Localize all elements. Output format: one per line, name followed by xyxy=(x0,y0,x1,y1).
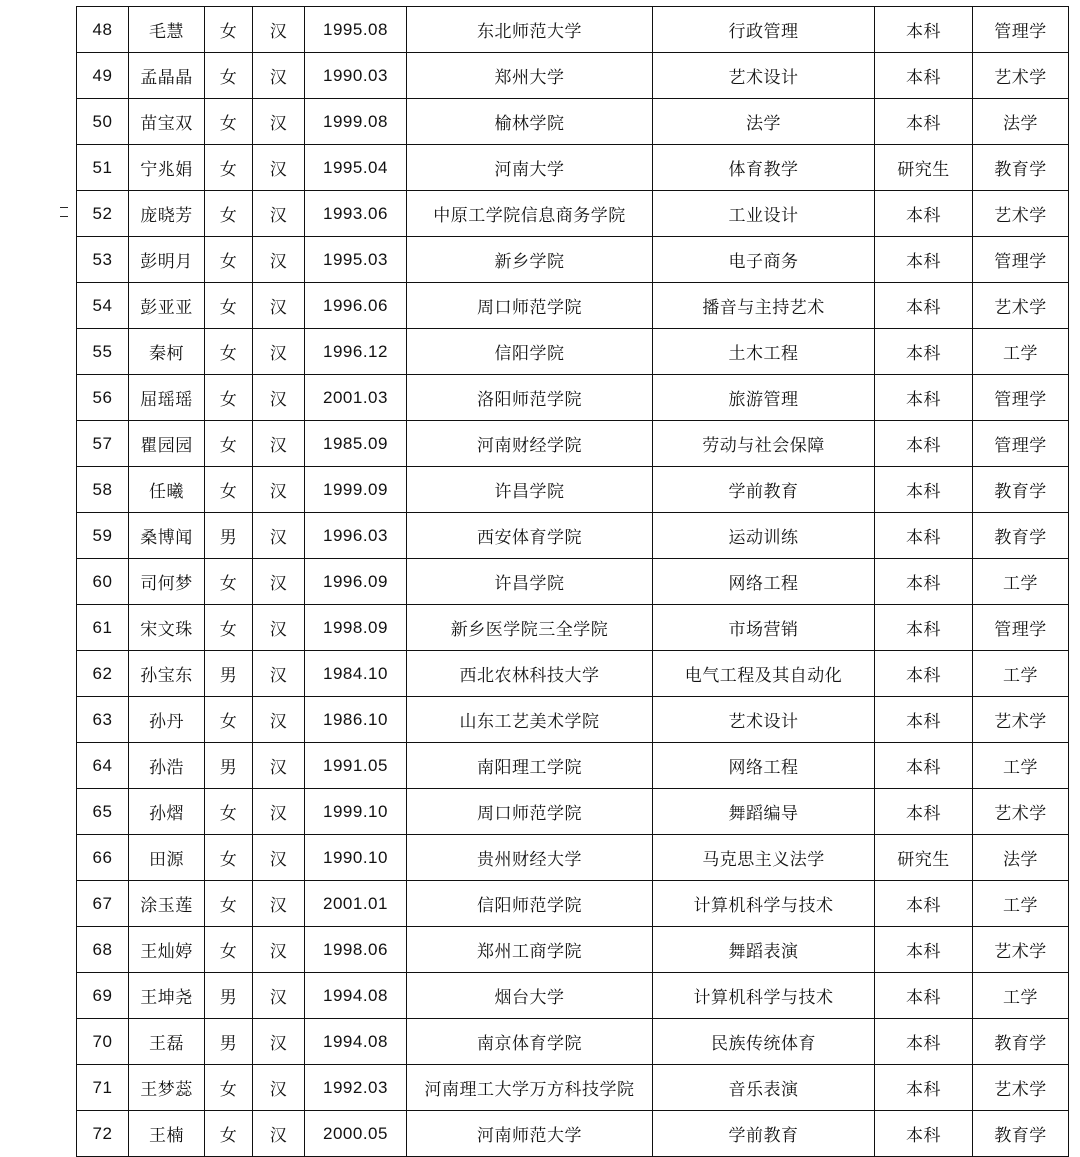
cell-name: 彭亚亚 xyxy=(129,283,205,329)
cell-major: 艺术设计 xyxy=(653,53,875,99)
cell-degree: 本科 xyxy=(875,283,973,329)
cell-index: 58 xyxy=(77,467,129,513)
cell-birth: 2001.01 xyxy=(305,881,407,927)
cell-name: 王磊 xyxy=(129,1019,205,1065)
cell-school: 新乡学院 xyxy=(407,237,653,283)
cell-index: 64 xyxy=(77,743,129,789)
cell-name: 宋文珠 xyxy=(129,605,205,651)
table-row xyxy=(77,329,1069,375)
table-row xyxy=(77,513,1069,559)
cell-degree: 本科 xyxy=(875,7,973,53)
cell-major: 舞蹈表演 xyxy=(653,927,875,973)
cell-discipline: 工学 xyxy=(973,559,1069,605)
cell-index: 63 xyxy=(77,697,129,743)
cell-degree: 本科 xyxy=(875,743,973,789)
cell-major: 体育教学 xyxy=(653,145,875,191)
cell-index: 61 xyxy=(77,605,129,651)
cell-school: 许昌学院 xyxy=(407,559,653,605)
table-row xyxy=(77,283,1069,329)
table-row xyxy=(77,743,1069,789)
cell-index: 65 xyxy=(77,789,129,835)
cell-discipline: 管理学 xyxy=(973,605,1069,651)
table-row xyxy=(77,927,1069,973)
cell-degree: 本科 xyxy=(875,651,973,697)
table-row xyxy=(77,973,1069,1019)
cell-name: 孟晶晶 xyxy=(129,53,205,99)
cell-sex: 女 xyxy=(205,421,253,467)
cell-ethnicity: 汉 xyxy=(253,513,305,559)
cell-degree: 本科 xyxy=(875,559,973,605)
cell-school: 河南理工大学万方科技学院 xyxy=(407,1065,653,1111)
cell-birth: 1992.03 xyxy=(305,1065,407,1111)
cell-ethnicity: 汉 xyxy=(253,973,305,1019)
cell-birth: 1985.09 xyxy=(305,421,407,467)
table-body xyxy=(77,7,1069,1157)
cell-sex: 女 xyxy=(205,329,253,375)
cell-name: 庞晓芳 xyxy=(129,191,205,237)
cell-name: 宁兆娟 xyxy=(129,145,205,191)
margin-tick-icon xyxy=(60,207,68,208)
cell-name: 王楠 xyxy=(129,1111,205,1157)
cell-degree: 研究生 xyxy=(875,145,973,191)
cell-degree: 本科 xyxy=(875,421,973,467)
cell-name: 王灿婷 xyxy=(129,927,205,973)
cell-school: 榆林学院 xyxy=(407,99,653,145)
cell-birth: 1998.09 xyxy=(305,605,407,651)
cell-degree: 本科 xyxy=(875,329,973,375)
table-row xyxy=(77,1111,1069,1157)
cell-school: 南阳理工学院 xyxy=(407,743,653,789)
cell-index: 56 xyxy=(77,375,129,421)
cell-major: 劳动与社会保障 xyxy=(653,421,875,467)
cell-major: 网络工程 xyxy=(653,743,875,789)
cell-degree: 本科 xyxy=(875,375,973,421)
cell-sex: 女 xyxy=(205,605,253,651)
cell-major: 网络工程 xyxy=(653,559,875,605)
table-row xyxy=(77,605,1069,651)
cell-sex: 女 xyxy=(205,283,253,329)
cell-index: 72 xyxy=(77,1111,129,1157)
cell-name: 屈瑶瑶 xyxy=(129,375,205,421)
cell-major: 市场营销 xyxy=(653,605,875,651)
cell-degree: 本科 xyxy=(875,237,973,283)
cell-index: 60 xyxy=(77,559,129,605)
cell-sex: 女 xyxy=(205,237,253,283)
cell-school: 许昌学院 xyxy=(407,467,653,513)
cell-birth: 1994.08 xyxy=(305,973,407,1019)
cell-birth: 1990.10 xyxy=(305,835,407,881)
cell-birth: 2000.05 xyxy=(305,1111,407,1157)
cell-school: 周口师范学院 xyxy=(407,789,653,835)
cell-ethnicity: 汉 xyxy=(253,835,305,881)
cell-index: 53 xyxy=(77,237,129,283)
cell-degree: 本科 xyxy=(875,881,973,927)
cell-name: 涂玉莲 xyxy=(129,881,205,927)
cell-discipline: 工学 xyxy=(973,881,1069,927)
cell-sex: 女 xyxy=(205,881,253,927)
cell-birth: 1995.04 xyxy=(305,145,407,191)
cell-school: 东北师范大学 xyxy=(407,7,653,53)
cell-sex: 女 xyxy=(205,53,253,99)
cell-discipline: 工学 xyxy=(973,743,1069,789)
cell-degree: 本科 xyxy=(875,605,973,651)
cell-ethnicity: 汉 xyxy=(253,559,305,605)
cell-major: 计算机科学与技术 xyxy=(653,881,875,927)
cell-discipline: 艺术学 xyxy=(973,697,1069,743)
cell-index: 70 xyxy=(77,1019,129,1065)
cell-name: 孙丹 xyxy=(129,697,205,743)
cell-ethnicity: 汉 xyxy=(253,467,305,513)
cell-ethnicity: 汉 xyxy=(253,651,305,697)
cell-discipline: 教育学 xyxy=(973,467,1069,513)
cell-school: 河南大学 xyxy=(407,145,653,191)
cell-discipline: 法学 xyxy=(973,835,1069,881)
cell-index: 57 xyxy=(77,421,129,467)
cell-degree: 本科 xyxy=(875,789,973,835)
cell-index: 67 xyxy=(77,881,129,927)
cell-sex: 女 xyxy=(205,375,253,421)
cell-name: 秦柯 xyxy=(129,329,205,375)
cell-index: 71 xyxy=(77,1065,129,1111)
table-row xyxy=(77,467,1069,513)
table-row xyxy=(77,421,1069,467)
cell-name: 彭明月 xyxy=(129,237,205,283)
cell-name: 孙浩 xyxy=(129,743,205,789)
cell-discipline: 法学 xyxy=(973,99,1069,145)
cell-sex: 女 xyxy=(205,145,253,191)
cell-discipline: 教育学 xyxy=(973,1019,1069,1065)
cell-sex: 女 xyxy=(205,789,253,835)
table-row xyxy=(77,375,1069,421)
cell-ethnicity: 汉 xyxy=(253,1065,305,1111)
cell-discipline: 教育学 xyxy=(973,1111,1069,1157)
cell-degree: 本科 xyxy=(875,467,973,513)
cell-discipline: 管理学 xyxy=(973,421,1069,467)
cell-index: 68 xyxy=(77,927,129,973)
cell-birth: 1996.03 xyxy=(305,513,407,559)
cell-major: 学前教育 xyxy=(653,467,875,513)
cell-degree: 本科 xyxy=(875,973,973,1019)
personnel-roster-table xyxy=(76,6,1069,1157)
cell-name: 司何梦 xyxy=(129,559,205,605)
cell-school: 烟台大学 xyxy=(407,973,653,1019)
cell-major: 学前教育 xyxy=(653,1111,875,1157)
cell-degree: 本科 xyxy=(875,1065,973,1111)
cell-index: 51 xyxy=(77,145,129,191)
cell-ethnicity: 汉 xyxy=(253,375,305,421)
cell-discipline: 艺术学 xyxy=(973,191,1069,237)
cell-birth: 1996.06 xyxy=(305,283,407,329)
cell-name: 任曦 xyxy=(129,467,205,513)
cell-index: 62 xyxy=(77,651,129,697)
cell-ethnicity: 汉 xyxy=(253,283,305,329)
table-row xyxy=(77,559,1069,605)
cell-discipline: 管理学 xyxy=(973,375,1069,421)
cell-sex: 女 xyxy=(205,7,253,53)
cell-name: 苗宝双 xyxy=(129,99,205,145)
cell-degree: 本科 xyxy=(875,513,973,559)
cell-index: 55 xyxy=(77,329,129,375)
cell-index: 69 xyxy=(77,973,129,1019)
cell-birth: 1996.09 xyxy=(305,559,407,605)
cell-school: 新乡医学院三全学院 xyxy=(407,605,653,651)
cell-ethnicity: 汉 xyxy=(253,605,305,651)
cell-name: 王梦蕊 xyxy=(129,1065,205,1111)
cell-index: 49 xyxy=(77,53,129,99)
cell-major: 播音与主持艺术 xyxy=(653,283,875,329)
cell-birth: 1995.08 xyxy=(305,7,407,53)
table-row xyxy=(77,835,1069,881)
cell-major: 电子商务 xyxy=(653,237,875,283)
cell-birth: 2001.03 xyxy=(305,375,407,421)
cell-school: 郑州大学 xyxy=(407,53,653,99)
cell-discipline: 管理学 xyxy=(973,237,1069,283)
cell-school: 西北农林科技大学 xyxy=(407,651,653,697)
table-row xyxy=(77,1019,1069,1065)
cell-degree: 研究生 xyxy=(875,835,973,881)
cell-major: 行政管理 xyxy=(653,7,875,53)
margin-tick-icon xyxy=(60,216,68,217)
table-row xyxy=(77,191,1069,237)
cell-school: 山东工艺美术学院 xyxy=(407,697,653,743)
cell-sex: 女 xyxy=(205,99,253,145)
cell-birth: 1999.09 xyxy=(305,467,407,513)
cell-ethnicity: 汉 xyxy=(253,1111,305,1157)
table-row xyxy=(77,651,1069,697)
cell-school: 南京体育学院 xyxy=(407,1019,653,1065)
cell-major: 艺术设计 xyxy=(653,697,875,743)
cell-index: 48 xyxy=(77,7,129,53)
cell-degree: 本科 xyxy=(875,697,973,743)
cell-name: 桑博闻 xyxy=(129,513,205,559)
table-row xyxy=(77,7,1069,53)
cell-school: 河南财经学院 xyxy=(407,421,653,467)
cell-name: 田源 xyxy=(129,835,205,881)
cell-name: 孙宝东 xyxy=(129,651,205,697)
cell-ethnicity: 汉 xyxy=(253,191,305,237)
cell-school: 信阳学院 xyxy=(407,329,653,375)
cell-index: 59 xyxy=(77,513,129,559)
cell-major: 工业设计 xyxy=(653,191,875,237)
cell-discipline: 艺术学 xyxy=(973,789,1069,835)
cell-major: 法学 xyxy=(653,99,875,145)
cell-major: 音乐表演 xyxy=(653,1065,875,1111)
cell-discipline: 工学 xyxy=(973,973,1069,1019)
cell-index: 54 xyxy=(77,283,129,329)
cell-sex: 女 xyxy=(205,1065,253,1111)
cell-school: 河南师范大学 xyxy=(407,1111,653,1157)
cell-major: 民族传统体育 xyxy=(653,1019,875,1065)
cell-ethnicity: 汉 xyxy=(253,927,305,973)
table-row xyxy=(77,881,1069,927)
cell-ethnicity: 汉 xyxy=(253,7,305,53)
cell-degree: 本科 xyxy=(875,99,973,145)
cell-degree: 本科 xyxy=(875,1111,973,1157)
cell-discipline: 艺术学 xyxy=(973,1065,1069,1111)
cell-ethnicity: 汉 xyxy=(253,99,305,145)
cell-discipline: 艺术学 xyxy=(973,283,1069,329)
cell-major: 运动训练 xyxy=(653,513,875,559)
cell-sex: 男 xyxy=(205,651,253,697)
cell-ethnicity: 汉 xyxy=(253,237,305,283)
cell-name: 瞿园园 xyxy=(129,421,205,467)
cell-school: 周口师范学院 xyxy=(407,283,653,329)
cell-sex: 男 xyxy=(205,973,253,1019)
cell-birth: 1996.12 xyxy=(305,329,407,375)
cell-sex: 男 xyxy=(205,513,253,559)
cell-major: 计算机科学与技术 xyxy=(653,973,875,1019)
cell-major: 旅游管理 xyxy=(653,375,875,421)
cell-sex: 女 xyxy=(205,191,253,237)
cell-birth: 1984.10 xyxy=(305,651,407,697)
cell-school: 信阳师范学院 xyxy=(407,881,653,927)
cell-birth: 1990.03 xyxy=(305,53,407,99)
cell-discipline: 工学 xyxy=(973,329,1069,375)
cell-discipline: 管理学 xyxy=(973,7,1069,53)
cell-sex: 男 xyxy=(205,743,253,789)
cell-sex: 女 xyxy=(205,927,253,973)
cell-index: 52 xyxy=(77,191,129,237)
cell-birth: 1999.10 xyxy=(305,789,407,835)
cell-birth: 1991.05 xyxy=(305,743,407,789)
cell-major: 舞蹈编导 xyxy=(653,789,875,835)
cell-degree: 本科 xyxy=(875,191,973,237)
cell-birth: 1999.08 xyxy=(305,99,407,145)
cell-discipline: 艺术学 xyxy=(973,53,1069,99)
cell-birth: 1994.08 xyxy=(305,1019,407,1065)
cell-sex: 女 xyxy=(205,559,253,605)
table-row xyxy=(77,697,1069,743)
cell-degree: 本科 xyxy=(875,1019,973,1065)
cell-degree: 本科 xyxy=(875,53,973,99)
table-row xyxy=(77,1065,1069,1111)
cell-sex: 女 xyxy=(205,1111,253,1157)
cell-name: 孙熠 xyxy=(129,789,205,835)
cell-sex: 女 xyxy=(205,467,253,513)
table-row xyxy=(77,145,1069,191)
cell-ethnicity: 汉 xyxy=(253,697,305,743)
cell-birth: 1998.06 xyxy=(305,927,407,973)
cell-name: 王坤尧 xyxy=(129,973,205,1019)
cell-ethnicity: 汉 xyxy=(253,53,305,99)
cell-discipline: 教育学 xyxy=(973,513,1069,559)
cell-major: 土木工程 xyxy=(653,329,875,375)
cell-ethnicity: 汉 xyxy=(253,329,305,375)
cell-school: 贵州财经大学 xyxy=(407,835,653,881)
cell-school: 郑州工商学院 xyxy=(407,927,653,973)
cell-birth: 1986.10 xyxy=(305,697,407,743)
cell-sex: 女 xyxy=(205,697,253,743)
cell-major: 电气工程及其自动化 xyxy=(653,651,875,697)
cell-ethnicity: 汉 xyxy=(253,1019,305,1065)
cell-degree: 本科 xyxy=(875,927,973,973)
cell-ethnicity: 汉 xyxy=(253,881,305,927)
cell-birth: 1993.06 xyxy=(305,191,407,237)
cell-name: 毛慧 xyxy=(129,7,205,53)
cell-sex: 女 xyxy=(205,835,253,881)
cell-discipline: 艺术学 xyxy=(973,927,1069,973)
cell-discipline: 教育学 xyxy=(973,145,1069,191)
table-row xyxy=(77,237,1069,283)
table-row xyxy=(77,99,1069,145)
table-row xyxy=(77,789,1069,835)
cell-school: 中原工学院信息商务学院 xyxy=(407,191,653,237)
cell-ethnicity: 汉 xyxy=(253,421,305,467)
cell-birth: 1995.03 xyxy=(305,237,407,283)
cell-school: 洛阳师范学院 xyxy=(407,375,653,421)
cell-school: 西安体育学院 xyxy=(407,513,653,559)
table-row xyxy=(77,53,1069,99)
cell-sex: 男 xyxy=(205,1019,253,1065)
cell-index: 50 xyxy=(77,99,129,145)
cell-ethnicity: 汉 xyxy=(253,145,305,191)
cell-index: 66 xyxy=(77,835,129,881)
cell-ethnicity: 汉 xyxy=(253,789,305,835)
cell-major: 马克思主义法学 xyxy=(653,835,875,881)
cell-ethnicity: 汉 xyxy=(253,743,305,789)
cell-discipline: 工学 xyxy=(973,651,1069,697)
